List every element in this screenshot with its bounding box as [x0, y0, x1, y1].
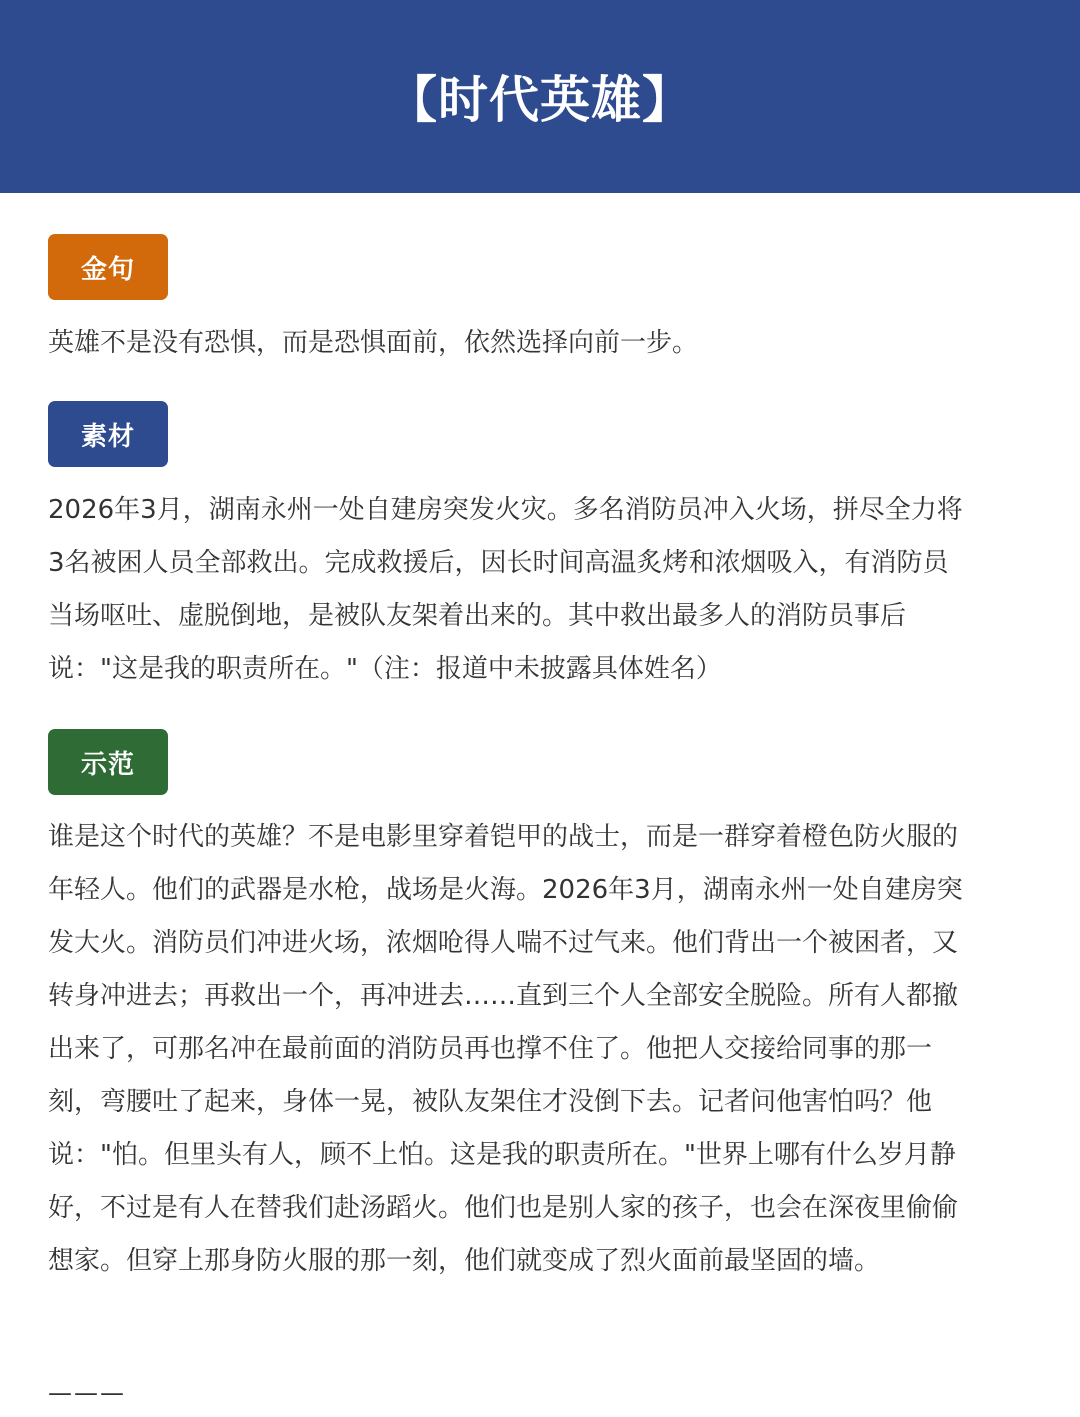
page-header — [0, 0, 1080, 193]
section-badge-quote: 金句 — [48, 234, 168, 300]
quote-text: 英雄不是没有恐惧，而是恐惧面前，依然选择向前一步。 — [48, 328, 699, 358]
footer-divider: ——— — [48, 1379, 126, 1407]
material-text: 2026年3月，湖南永州一处自建房突发火灾。多名消防员冲入火场，拼尽全力将 3名被困人员全部救出。完成救援后，因长时间高温炙烤和浓烟吸入，有消防员 当场呕吐、虚脱倒地，是被队友架着出来的。其中救出最多人的消防员事后 说："这是我的职责所在。"（注：报道中未披露具体姓名） — [48, 495, 963, 684]
example-text: 谁是这个时代的英雄？不是电影里穿着铠甲的战士，而是一群穿着橙色防火服的 年轻人。他们的武器是水枪，战场是火海。2026年3月，湖南永州一处自建房突 发大火。消防员们冲进火场，浓烟呛得人喘不过气来。他们背出一个被困者，又 转身冲进去；再救出一个，再冲进去……直到三个人全部安全脱险。所有人都撤 出来了，可那名冲在最前面的消防员再也撑不住了。他把人交接给同事的那一 刻，弯腰吐了起来，身体一晃，被队友架住才没倒下去。记者问他害怕吗？他 说："怕。但里头有人，顾不上怕。这是我的职责所在。"世界上哪有什么岁月静 好，不过是有人在替我们赴汤蹈火。他们也是别人家的孩子，也会在深夜里偷偷 想家。但穿上那身防火服的那一刻，他们就变成了烈火面前最坚固的墙。 — [48, 822, 963, 1276]
page-title: 【时代英雄】 — [387, 70, 693, 129]
section-badge-material: 素材 — [48, 401, 168, 467]
section-badge-example: 示范 — [48, 729, 168, 795]
